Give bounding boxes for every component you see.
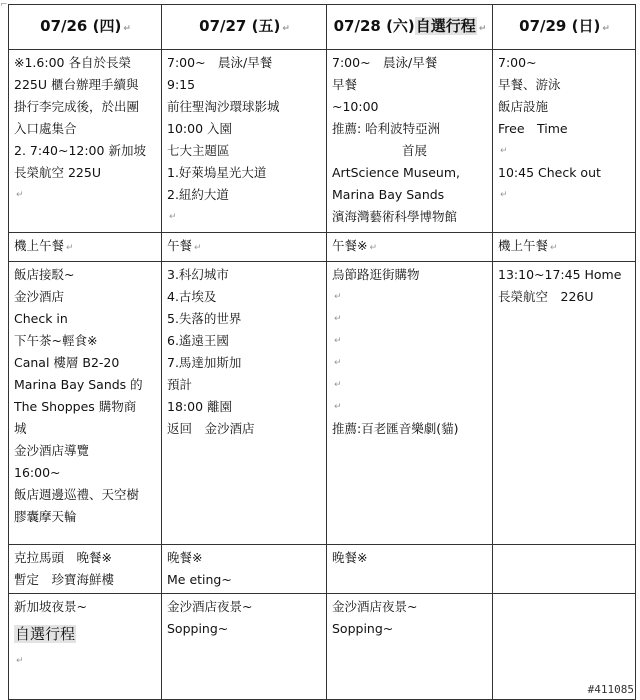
cell-line: 下午茶~輕食※: [14, 333, 98, 348]
cell-line: 金沙酒店夜景~: [167, 599, 253, 614]
cell-line: 早餐: [332, 77, 358, 92]
cell-line: 新加坡夜景~: [14, 599, 87, 614]
cell-line: 自選行程: [15, 625, 76, 643]
cell-line: 6.遙遠王國: [167, 333, 229, 348]
corner-mark: ⌐: [0, 0, 8, 10]
cell-day4-lunch: 機上午餐 ↵: [493, 233, 636, 262]
cell-line: 金沙酒店導覽: [14, 443, 90, 458]
cell-line: 早餐、游泳: [498, 77, 561, 92]
cell-line: 3.科幻城市: [167, 267, 229, 282]
cell-line: 前往聖淘沙環球影城: [167, 99, 280, 114]
header-day1: 07/26 (四) ↵: [9, 5, 162, 50]
cell-day3-evening: [327, 594, 493, 700]
cell-line: 10:45 Check out: [498, 165, 601, 180]
cell-day1-evening: 新加坡夜景~ 自選行程 ↵: [9, 594, 162, 700]
watermark-id: #411085: [587, 683, 634, 696]
optional-itinerary-tag: 自選行程: [415, 16, 476, 35]
cell-line: The Shoppes 購物商: [14, 399, 137, 414]
cell-day4-morning: 7:00~ 早餐、游泳 飯店設施 Free Time ↵ 10:45 Check out ↵: [493, 50, 636, 233]
cell-line: Marina Bay Sands 的: [14, 377, 143, 392]
cell-line: 長榮航空 226U: [498, 289, 594, 304]
cell-line: ArtScience Museum,: [332, 165, 461, 180]
cell-line: ~10:00: [332, 99, 379, 114]
morning-row: [9, 50, 636, 233]
cell-line: 烏節路逛街購物: [332, 267, 420, 282]
cell-line: 7:00~: [498, 55, 537, 70]
cell-line: 返回 金沙酒店: [167, 421, 255, 436]
cell-line: Marina Bay Sands: [332, 187, 445, 202]
cell-line: 4.古埃及: [167, 289, 217, 304]
cell-line: 長榮航空 225U: [14, 165, 101, 180]
cell-day1-dinner: [9, 545, 162, 594]
cell-line: 入口處集合: [14, 121, 77, 136]
cell-day1-lunch: 機上午餐 ↵: [9, 233, 162, 262]
cell-line: 飯店設施: [498, 99, 549, 114]
header-day4: 07/29 (日) ↵: [493, 5, 636, 50]
cell-line: 225U 櫃台辦理手續與: [14, 77, 139, 92]
cell-line: 9:15: [167, 77, 196, 92]
cell-line: 克拉馬頭 晚餐※: [14, 550, 112, 565]
cell-line: 掛行李完成後，於出團: [14, 99, 140, 114]
cell-line: 18:00 離園: [167, 399, 232, 414]
cell-line: 13:10~17:45 Home: [498, 267, 622, 282]
header-row: [9, 5, 636, 50]
cell-line: 晚餐※: [332, 550, 368, 565]
header-day2: 07/27 (五) ↵: [162, 5, 327, 50]
schedule-table: [8, 4, 636, 700]
cell-day2-evening: [162, 594, 327, 700]
cell-day1-morning: ※1.6:00 各自於長榮 225U 櫃台辦理手續與 掛行李完成後，於出團 入口處集合 2. 7:40~12:00 新加坡 長榮航空 225U ↵: [9, 50, 162, 233]
cell-day3-afternoon: 烏節路逛街購物 ↵ ↵ ↵ ↵ ↵ ↵ 推薦:百老匯音樂劇(貓): [327, 262, 493, 545]
cell-day2-morning: 7:00~ 晨泳/早餐 9:15 前往聖淘沙環球影城 10:00 入園 七大主題區 1.好萊塢星光大道 2.紐約大道 ↵: [162, 50, 327, 233]
header-day3: 07/28 (六)自選行程 ↵: [327, 5, 493, 50]
cell-line: 10:00 入園: [167, 121, 232, 136]
cell-line: 飯店接駁~: [14, 267, 75, 282]
cell-line: 七大主題區: [167, 143, 230, 158]
cell-line: 膠囊摩天輪: [14, 509, 77, 524]
cell-line: Sopping~: [332, 621, 394, 636]
cell-line: 1.好萊塢星光大道: [167, 165, 267, 180]
cell-line: 5.失落的世界: [167, 311, 242, 326]
cell-day2-afternoon: [162, 262, 327, 545]
cell-day2-dinner: [162, 545, 327, 594]
cell-line: 飯店週邊巡禮、天空樹: [14, 487, 140, 502]
cell-line: 7:00~ 晨泳/早餐: [167, 55, 273, 70]
cell-line: Check in: [14, 311, 68, 326]
evening-row: [9, 594, 636, 700]
cell-day3-morning: [327, 50, 493, 233]
dinner-row: [9, 545, 636, 594]
lunch-row: [9, 233, 636, 262]
cell-day2-lunch: 午餐 ↵: [162, 233, 327, 262]
cell-line: Sopping~: [167, 621, 229, 636]
cell-line: 暫定 珍寶海鮮樓: [14, 572, 115, 587]
cell-line: 7.馬達加斯加: [167, 355, 242, 370]
cell-line: 2.紐約大道: [167, 187, 229, 202]
cell-day3-lunch: 午餐※ ↵: [327, 233, 493, 262]
afternoon-row: [9, 262, 636, 545]
cell-line: 2. 7:40~12:00 新加坡: [14, 143, 146, 158]
cell-day4-dinner: [493, 545, 636, 594]
cell-line: Me eting~: [167, 572, 232, 587]
cell-line: Free Time: [498, 121, 568, 136]
cell-day4-afternoon: [493, 262, 636, 545]
cell-line: 16:00~: [14, 465, 61, 480]
cell-line: Canal 樓層 B2-20: [14, 355, 120, 370]
cell-day3-dinner: [327, 545, 493, 594]
cell-line: 晚餐※: [167, 550, 203, 565]
cell-line: 預計: [167, 377, 193, 392]
cell-line: 首展: [402, 143, 428, 158]
cell-line: 金沙酒店夜景~: [332, 599, 418, 614]
cell-day1-afternoon: [9, 262, 162, 545]
cell-line: ※1.6:00 各自於長榮: [14, 55, 131, 70]
cell-line: 7:00~ 晨泳/早餐: [332, 55, 438, 70]
cell-line: 城: [14, 421, 27, 436]
cell-line: 推薦:百老匯音樂劇(貓): [332, 421, 459, 436]
cell-line: 推薦: 哈利波特亞洲: [332, 121, 441, 136]
cell-line: 濱海灣藝術科學博物館: [332, 209, 458, 224]
cell-line: 金沙酒店: [14, 289, 65, 304]
